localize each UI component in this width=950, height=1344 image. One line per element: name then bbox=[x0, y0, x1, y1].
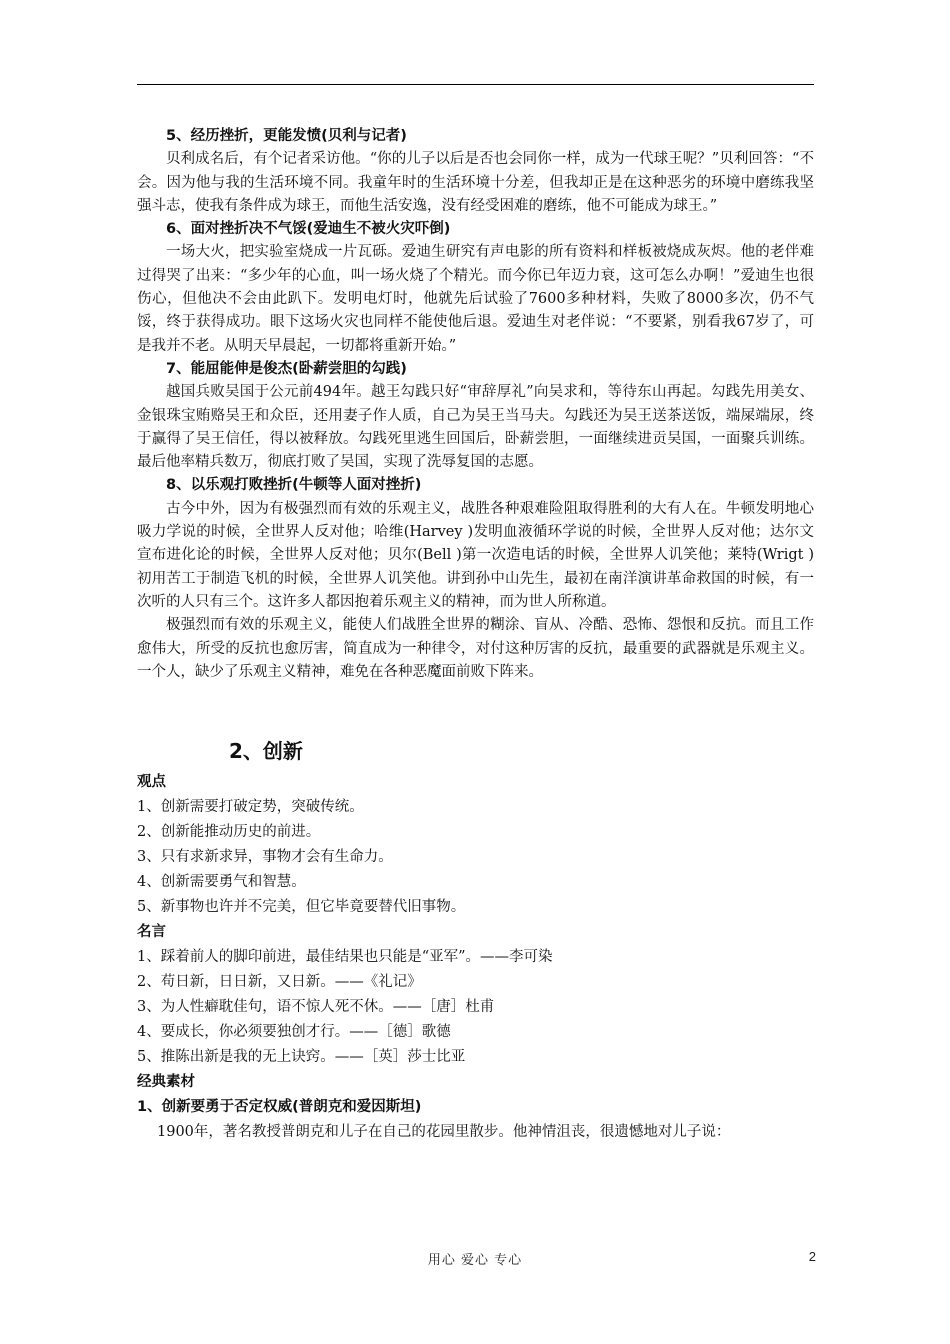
quote-item: 5、推陈出新是我的无上诀窍。——［英］莎士比亚 bbox=[137, 1049, 466, 1066]
quote-item: 1、踩着前人的脚印前进，最佳结果也只能是“亚军”。——李可染 bbox=[137, 949, 553, 966]
viewpoint-item: 5、新事物也许并不完美，但它毕竟要替代旧事物。 bbox=[137, 899, 466, 916]
chapter-title: 2、创新 bbox=[229, 739, 303, 764]
footer-motto: 用心 爱心 专心 bbox=[427, 1253, 523, 1268]
section-heading: 6、面对挫折决不气馁(爱迪生不被火灾吓倒) bbox=[166, 221, 451, 238]
spacer bbox=[137, 684, 814, 728]
document-body bbox=[137, 125, 814, 1145]
header-rule bbox=[137, 84, 814, 85]
paragraph: 一场大火，把实验室烧成一片瓦砾。爱迪生研究有声电影的所有资料和样板被烧成灰烬。他的老伴难过得哭了出来：“多少年的心血，叫一场火烧了个精光。而今你已年迈力衰，这可怎么办啊！”爱迪生也很伤心，但他决不会由此趴下。发明电灯时，他就先后试验了7600多种材料，失败了8000多次，仍不气馁，终于获得成功。眼下这场火灾也同样不能使他后退。爱迪生对老伴说：“不要紧，别看我67岁了，可是我并不老。从明天早晨起，一切都将重新开始。” bbox=[137, 244, 814, 354]
viewpoints-label: 观点 bbox=[137, 774, 166, 791]
paragraph: 越国兵败吴国于公元前494年。越王勾践只好“审辞厚礼”向吴求和，等待东山再起。勾践先用美女、金银珠宝贿赂吴王和众臣，还用妻子作人质，自己为吴王当马夫。勾践还为吴王送茶送饭，端屎端尿，终于赢得了吴王信任，得以被释放。勾践死里逃生回国后，卧薪尝胆，一面继续进贡吴国，一面聚兵训练。最后他率精兵数万，彻底打败了吴国，实现了洗辱复国的志愿。 bbox=[137, 384, 814, 471]
page-number: 2 bbox=[808, 1249, 816, 1264]
viewpoint-item: 2、创新能推动历史的前进。 bbox=[137, 824, 321, 841]
paragraph: 古今中外，因为有极强烈而有效的乐观主义，战胜各种艰难险阻取得胜利的大有人在。牛顿发明地心吸力学说的时候，全世界人反对他；哈维(Harvey )发明血液循环学说的时候，全世界人反对他；达尔文宣布进化论的时候，全世界人反对他；贝尔(Bell )第一次造电话的时候，全世界人讥笑他；莱特(Wrigt )初用苦工于制造飞机的时候，全世界人讥笑他。讲到孙中山先生，最初在南洋演讲革命救国的时候，有一次听的人只有三个。这许多人都因抱着乐观主义的精神，而为世人所称道。 bbox=[137, 500, 814, 610]
paragraph: 极强烈而有效的乐观主义，能使人们战胜全世界的糊涂、盲从、冷酷、恐怖、怨恨和反抗。而且工作愈伟大，所受的反抗也愈厉害，简直成为一种律令，对付这种厉害的反抗，最重要的武器就是乐观主义。一个人，缺少了乐观主义精神，难免在各种恶魔面前败下阵来。 bbox=[137, 617, 814, 680]
section-heading: 8、以乐观打败挫折(牛顿等人面对挫折) bbox=[166, 477, 422, 494]
quote-item: 3、为人性癖耽佳句，语不惊人死不休。——［唐］杜甫 bbox=[137, 999, 495, 1016]
materials-label: 经典素材 bbox=[137, 1074, 195, 1091]
viewpoint-item: 1、创新需要打破定势，突破传统。 bbox=[137, 799, 364, 816]
quote-item: 4、要成长，你必须要独创才行。——［德］歌德 bbox=[137, 1024, 451, 1041]
paragraph: 贝利成名后，有个记者采访他。“你的儿子以后是否也会同你一样，成为一代球王呢？”贝利回答：“不会。因为他与我的生活环境不同。我童年时的生活环境十分差，但我却正是在这种恶劣的环境中磨练我坚强斗志，使我有条件成为球王，而他生活安逸，没有经受困难的磨练，他不可能成为球王。” bbox=[137, 151, 814, 214]
viewpoint-item: 3、只有求新求异，事物才会有生命力。 bbox=[137, 849, 393, 866]
quote-item: 2、苟日新，日日新，又日新。——《礼记》 bbox=[137, 974, 422, 991]
viewpoint-item: 4、创新需要勇气和智慧。 bbox=[137, 874, 306, 891]
quotes-label: 名言 bbox=[137, 924, 166, 941]
section-heading: 5、经历挫折，更能发愤(贝利与记者) bbox=[166, 128, 407, 144]
section-heading: 7、能屈能伸是俊杰(卧薪尝胆的勾践) bbox=[166, 360, 407, 377]
material-heading: 1、创新要勇于否定权威(普朗克和爱因斯坦) bbox=[137, 1099, 422, 1116]
paragraph: 1900年，著名教授普朗克和儿子在自己的花园里散步。他神情沮丧，很遗憾地对儿子说： bbox=[157, 1124, 731, 1141]
